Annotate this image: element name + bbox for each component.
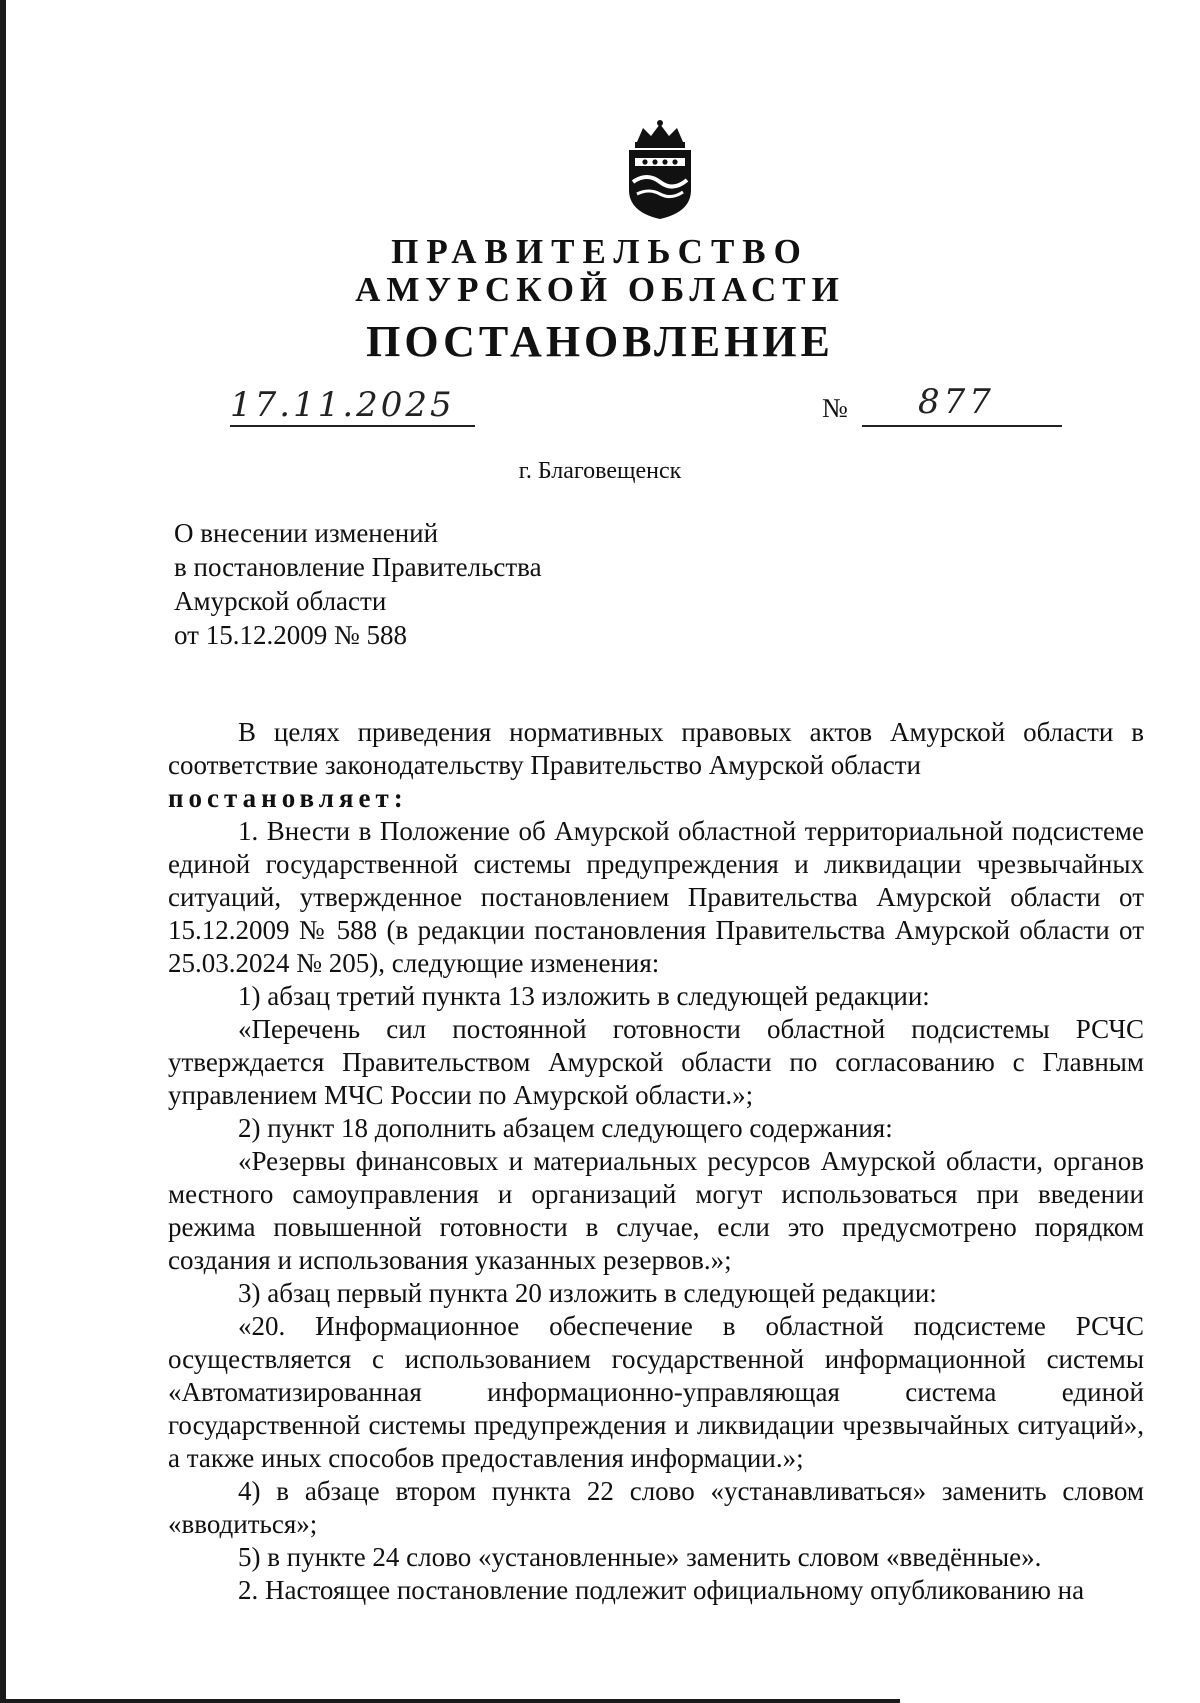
amur-region-coat-of-arms-icon <box>623 120 697 220</box>
body-paragraph: «Резервы финансовых и материальных ресурсов Амурской области, органов местного самоуправления и организаций могут использоваться при введении режима повышенной готовности в случае, если это предусмотрено порядком создания и использования указанных резервов.»; <box>168 1146 1144 1275</box>
city-line: г. Благовещенск <box>518 458 682 484</box>
subject-line: от 15.12.2009 № 588 <box>174 620 407 650</box>
number-sign: № <box>822 393 848 423</box>
government-title-line1: ПРАВИТЕЛЬСТВО <box>391 232 809 271</box>
body-paragraph: 1) абзац третий пункта 13 изложить в следующей редакции: <box>238 981 930 1011</box>
body-paragraph: 1. Внести в Положение об Амурской областной территориальной подсистеме единой государственной системы предупреждения и ликвидации чрезвычайных ситуаций, утвержденное постановлением Правительства Амурской области от 15.12.2009 № 588 (в редакции постановления Правительства Амурской области от 25.03.2024 № 205), следующие изменения: <box>168 816 1144 978</box>
preamble-paragraph: В целях приведения нормативных правовых актов Амурской области в соответствие законодательству Правительство Амурской области <box>168 717 1144 780</box>
body-paragraph: 3) абзац первый пункта 20 изложить в следующей редакции: <box>238 1278 937 1308</box>
body-paragraph: 5) в пункте 24 слово «установленные» заменить словом «введённые». <box>238 1542 1042 1572</box>
subject-line: О внесении изменений <box>174 518 439 548</box>
decides-keyword: постановляет: <box>168 783 408 813</box>
government-title-line2: АМУРСКОЙ ОБЛАСТИ <box>355 270 845 309</box>
body-paragraph: 2) пункт 18 дополнить абзацем следующего содержания: <box>238 1113 893 1143</box>
date-underline <box>230 425 475 427</box>
number-underline <box>862 425 1062 427</box>
body-paragraph: 2. Настоящее постановление подлежит официальному опубликованию на <box>238 1575 1085 1605</box>
document-type-title: ПОСТАНОВЛЕНИЕ <box>366 317 834 366</box>
document-subject <box>174 516 674 652</box>
document-body <box>168 716 1144 1607</box>
body-paragraph: «Перечень сил постоянной готовности областной подсистемы РСЧС утверждается Правительством Амурской области по согласованию с Главным управлением МЧС России по Амурской области.»; <box>168 1014 1144 1110</box>
handwritten-document-number: 877 <box>918 382 995 422</box>
scan-edge-bottom <box>0 1699 900 1703</box>
handwritten-date: 17.11.2025 <box>230 385 455 425</box>
subject-line: в постановление Правительства <box>174 552 542 582</box>
handwritten-date-field <box>230 385 480 425</box>
subject-line: Амурской области <box>174 586 387 616</box>
body-paragraph: 4) в абзаце втором пункта 22 слово «устанавливаться» заменить словом «вводиться»; <box>168 1476 1144 1539</box>
body-paragraph: «20. Информационное обеспечение в областной подсистеме РСЧС осуществляется с использованием государственной информационной системы «Автоматизированная информационно-управляющая система единой государственной системы предупреждения и ликвидации чрезвычайных ситуаций», а также иных способов предоставления информации.»; <box>168 1311 1144 1473</box>
